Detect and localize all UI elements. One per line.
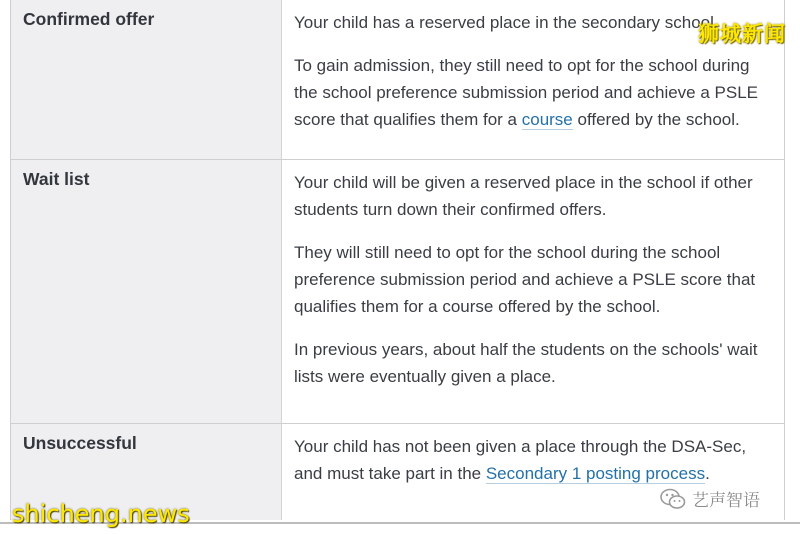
- table-row-confirmed-offer: [11, 0, 784, 160]
- paragraph: They will still need to opt for the school during the school preference submission period and achieve a PSLE score that qualifies them for a course offered by the school.: [294, 243, 756, 316]
- dsa-outcome-table: [10, 0, 785, 520]
- paragraph: Your child has a reserved place in the secondary school.: [294, 13, 719, 32]
- table-row-wait-list: [11, 160, 784, 424]
- wechat-account-watermark: [660, 486, 760, 511]
- secondary-1-posting-link[interactable]: Secondary 1 posting process: [485, 464, 706, 483]
- paragraph-text: offered by the school.: [572, 110, 740, 129]
- watermark-shicheng-cn: 狮城新闻: [698, 22, 786, 46]
- paragraph-text: To gain admission, they still need to opt for the school during the school preference submission period and achieve a PSLE score that qualifies them for a: [294, 56, 759, 129]
- paragraph: Your child will be given a reserved place in the school if other students turn down their confirmed offers.: [294, 173, 753, 219]
- paragraph: In previous years, about half the students on the schools' wait lists were eventually given a place.: [294, 340, 758, 386]
- paragraph: [294, 433, 774, 487]
- wechat-icon: [660, 488, 686, 510]
- course-link[interactable]: course: [521, 110, 573, 129]
- paragraph-text: Your child has not been given a place through the DSA-Sec, and must take part in the: [294, 437, 747, 483]
- paragraph-text: .: [705, 464, 710, 483]
- watermark-shicheng-site: shicheng.news: [12, 500, 190, 528]
- row-label: Unsuccessful: [11, 424, 282, 520]
- paragraph: [294, 52, 774, 133]
- wechat-account-name: 艺声智语: [692, 491, 760, 511]
- row-label: Confirmed offer: [11, 0, 282, 159]
- row-description: [282, 160, 784, 423]
- row-label: Wait list: [11, 160, 282, 423]
